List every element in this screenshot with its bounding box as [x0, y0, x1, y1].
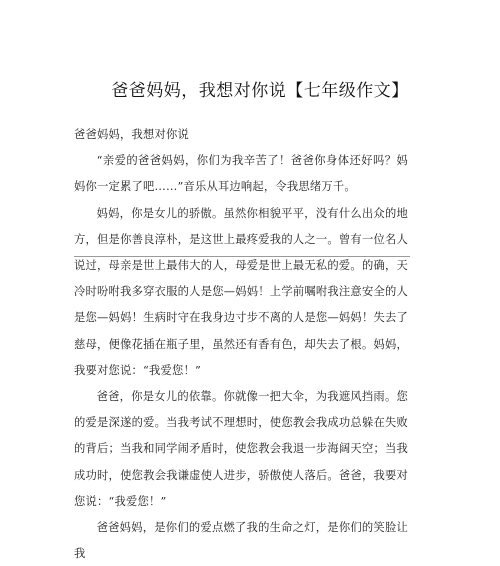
paragraph: 爸爸，你是女儿的依靠。你就像一把大伞，为我遮风挡雨。您的爱是深遂的爱。当我考试不理想时，使您教会我成功总躲在失败的背后；当我和同学闹矛盾时，使您教会我退一步海阔天空；当我成功时，使您教会我谦虚使人进步，骄傲使人落后。爸爸，我要对您说：“我爱您！”: [74, 390, 408, 508]
document-title: 爸爸妈妈，我想对你说【七年级作文】: [111, 81, 409, 101]
page-divider-line: [74, 256, 410, 257]
document-body: [74, 122, 408, 566]
paragraph: 妈妈，你是女儿的骄傲。虽然你相貌平平，没有什么出众的地方，但是你善良淳朴，是这世上最疼爱我的人之一。曾有一位名人说过，母亲是世上最伟大的人，母爱是世上最无私的爱。的确，天冷时吩咐我多穿衣服的人是您—妈妈！上学前嘱咐我注意安全的人是您—妈妈！生病时守在我身边寸步不离的人是您—妈妈！失去了慈母，便像花插在瓶子里，虽然还有香有色，却失去了根。妈妈，我要对您说：“我爱您！”: [74, 206, 408, 377]
greeting-line: 爸爸妈妈，我想对你说: [74, 128, 189, 141]
paragraph: “亲爱的爸爸妈妈，你们为我辛苦了！爸爸你身体还好吗？妈妈你一定累了吧……”音乐从耳边响起，令我思绪万千。: [74, 154, 408, 194]
paragraph: 爸爸妈妈，是你们的爱点燃了我的生命之灯，是你们的笑脸让我: [74, 521, 408, 561]
